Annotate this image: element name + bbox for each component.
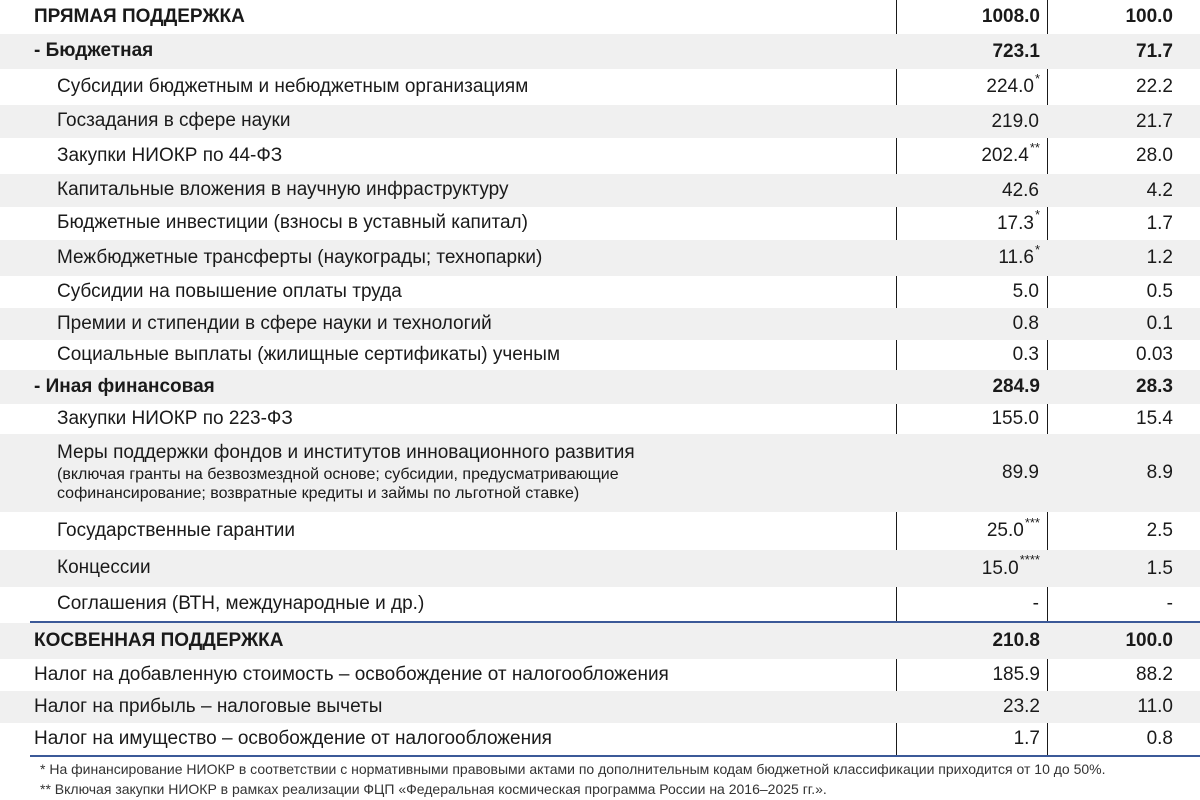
row-label: Концессии (57, 557, 151, 579)
footnote-marker: **** (1019, 552, 1040, 567)
table-row (0, 138, 1200, 174)
direct-support-header-row (0, 0, 1200, 34)
row-label: Государственные гарантии (57, 519, 295, 541)
row-share: 1.2 (1146, 247, 1173, 268)
row-label: Закупки НИОКР по 223-ФЗ (57, 407, 293, 429)
row-amount: 0.3 (1012, 344, 1039, 365)
row-amount: 219.0 (991, 110, 1039, 132)
table-row (0, 308, 1200, 340)
row-label: Налог на имущество – освобождение от налогообложения (34, 727, 552, 749)
footnote-2: ** Включая закупки НИОКР в рамках реализации ФЦП «Федеральная космическая программа России на 2016–2025 гг.». (40, 781, 827, 797)
direct-support-amount: 1008.0 (981, 6, 1040, 27)
row-amount: 42.6 (1002, 179, 1039, 201)
other-financial-group-amount: 284.9 (992, 376, 1040, 397)
row-label: Закупки НИОКР по 44-ФЗ (57, 144, 283, 166)
row-share: 0.1 (1146, 313, 1173, 334)
row-amount: 11.6 * (998, 241, 1040, 268)
row-amount: 5.0 (1012, 281, 1039, 302)
table-row (0, 105, 1200, 138)
other-financial-group-share: 28.3 (1136, 376, 1173, 397)
budget-group-row (0, 34, 1200, 69)
indirect-support-title: КОСВЕННАЯ ПОДДЕРЖКА (34, 629, 284, 651)
row-amount: 0.8 (1012, 313, 1039, 334)
indirect-support-amount: 210.8 (992, 630, 1040, 651)
footnote-marker: * (1034, 241, 1040, 257)
row-label: Налог на добавленную стоимость – освобождение от налогообложения (34, 663, 669, 685)
row-share: 15.4 (1136, 408, 1173, 429)
table-row (0, 550, 1200, 587)
other-financial-group-label: - Иная финансовая (34, 375, 215, 397)
footnote-marker: * (1034, 70, 1040, 86)
table-row (0, 434, 1200, 512)
budget-group-share: 71.7 (1136, 40, 1173, 62)
row-share: 0.8 (1146, 728, 1173, 749)
row-share: 8.9 (1146, 462, 1173, 483)
row-share: 1.7 (1146, 212, 1173, 234)
row-amount: 224.0 * (986, 70, 1040, 97)
table-row (0, 691, 1200, 723)
row-label: Бюджетные инвестиции (взносы в уставный капитал) (57, 212, 528, 234)
table-bottom-border (30, 755, 1200, 757)
row-amount: 202.4 ** (981, 139, 1040, 166)
budget-group-label: - Бюджетная (34, 40, 154, 62)
row-label: Субсидии на повышение оплаты труда (57, 280, 402, 302)
row-share: 28.0 (1136, 145, 1173, 166)
table-row (0, 69, 1200, 105)
row-label: Премии и стипендии в сфере науки и технологий (57, 312, 492, 334)
table-row (0, 587, 1200, 621)
row-amount: 89.9 (1002, 462, 1039, 483)
row-share: 22.2 (1136, 76, 1173, 97)
indirect-support-share: 100.0 (1125, 630, 1173, 651)
row-amount: 23.2 (1003, 696, 1040, 717)
table-row (0, 404, 1200, 434)
row-amount: 15.0 **** (981, 552, 1040, 579)
table-row (0, 276, 1200, 308)
footnote-1: * На финансирование НИОКР в соответствии с нормативными правовыми актами по дополнительным кодам бюджетной классификации приходится от 10 до 50%. (40, 761, 1106, 777)
row-share: 88.2 (1136, 664, 1173, 685)
footnote-marker: ** (1029, 139, 1040, 155)
row-label: Госзадания в сфере науки (57, 110, 291, 132)
row-share: 0.5 (1146, 281, 1173, 302)
budget-group-amount: 723.1 (992, 40, 1040, 62)
row-share: 4.2 (1146, 179, 1173, 201)
table-row (0, 340, 1200, 370)
row-label: Налог на прибыль – налоговые вычеты (34, 695, 383, 717)
row-amount: 25.0 *** (986, 514, 1040, 541)
direct-support-title: ПРЯМАЯ ПОДДЕРЖКА (34, 5, 245, 27)
table-row (0, 240, 1200, 276)
table-row (0, 207, 1200, 240)
row-label: Меры поддержки фондов и институтов инновационного развития (57, 442, 635, 464)
row-share: 2.5 (1146, 520, 1173, 541)
row-label: Межбюджетные трансферты (наукограды; технопарки) (57, 246, 543, 268)
row-share: 11.0 (1137, 696, 1173, 717)
table-row (0, 659, 1200, 691)
footnote-marker: * (1034, 207, 1040, 222)
row-share: 0.03 (1136, 344, 1173, 365)
row-share: 21.7 (1136, 110, 1173, 132)
row-amount: 17.3 * (996, 207, 1040, 234)
table-row (0, 723, 1200, 755)
indirect-support-header-row (0, 623, 1200, 659)
row-label-detail-2: софинансирование; возвратные кредиты и займы по льготной ставке) (57, 485, 580, 503)
table-row (0, 174, 1200, 207)
footnote-marker: *** (1024, 514, 1040, 530)
direct-support-share: 100.0 (1125, 6, 1173, 27)
table-row (0, 512, 1200, 550)
row-label: Субсидии бюджетным и небюджетным организациям (57, 75, 529, 97)
row-share: - (1166, 593, 1173, 614)
row-label: Капитальные вложения в научную инфраструктуру (57, 179, 509, 201)
row-label-detail-1: (включая гранты на безвозмездной основе; субсидии, предусматривающие (57, 466, 619, 484)
row-amount: 185.9 (992, 664, 1040, 685)
row-label: Соглашения (ВТН, международные и др.) (57, 592, 425, 614)
row-share: 1.5 (1146, 557, 1173, 579)
row-amount: - (1032, 593, 1039, 614)
other-financial-group-row (0, 370, 1200, 404)
row-amount: 155.0 (991, 408, 1039, 429)
row-amount: 1.7 (1013, 728, 1040, 749)
row-label: Социальные выплаты (жилищные сертификаты) ученым (57, 343, 561, 365)
